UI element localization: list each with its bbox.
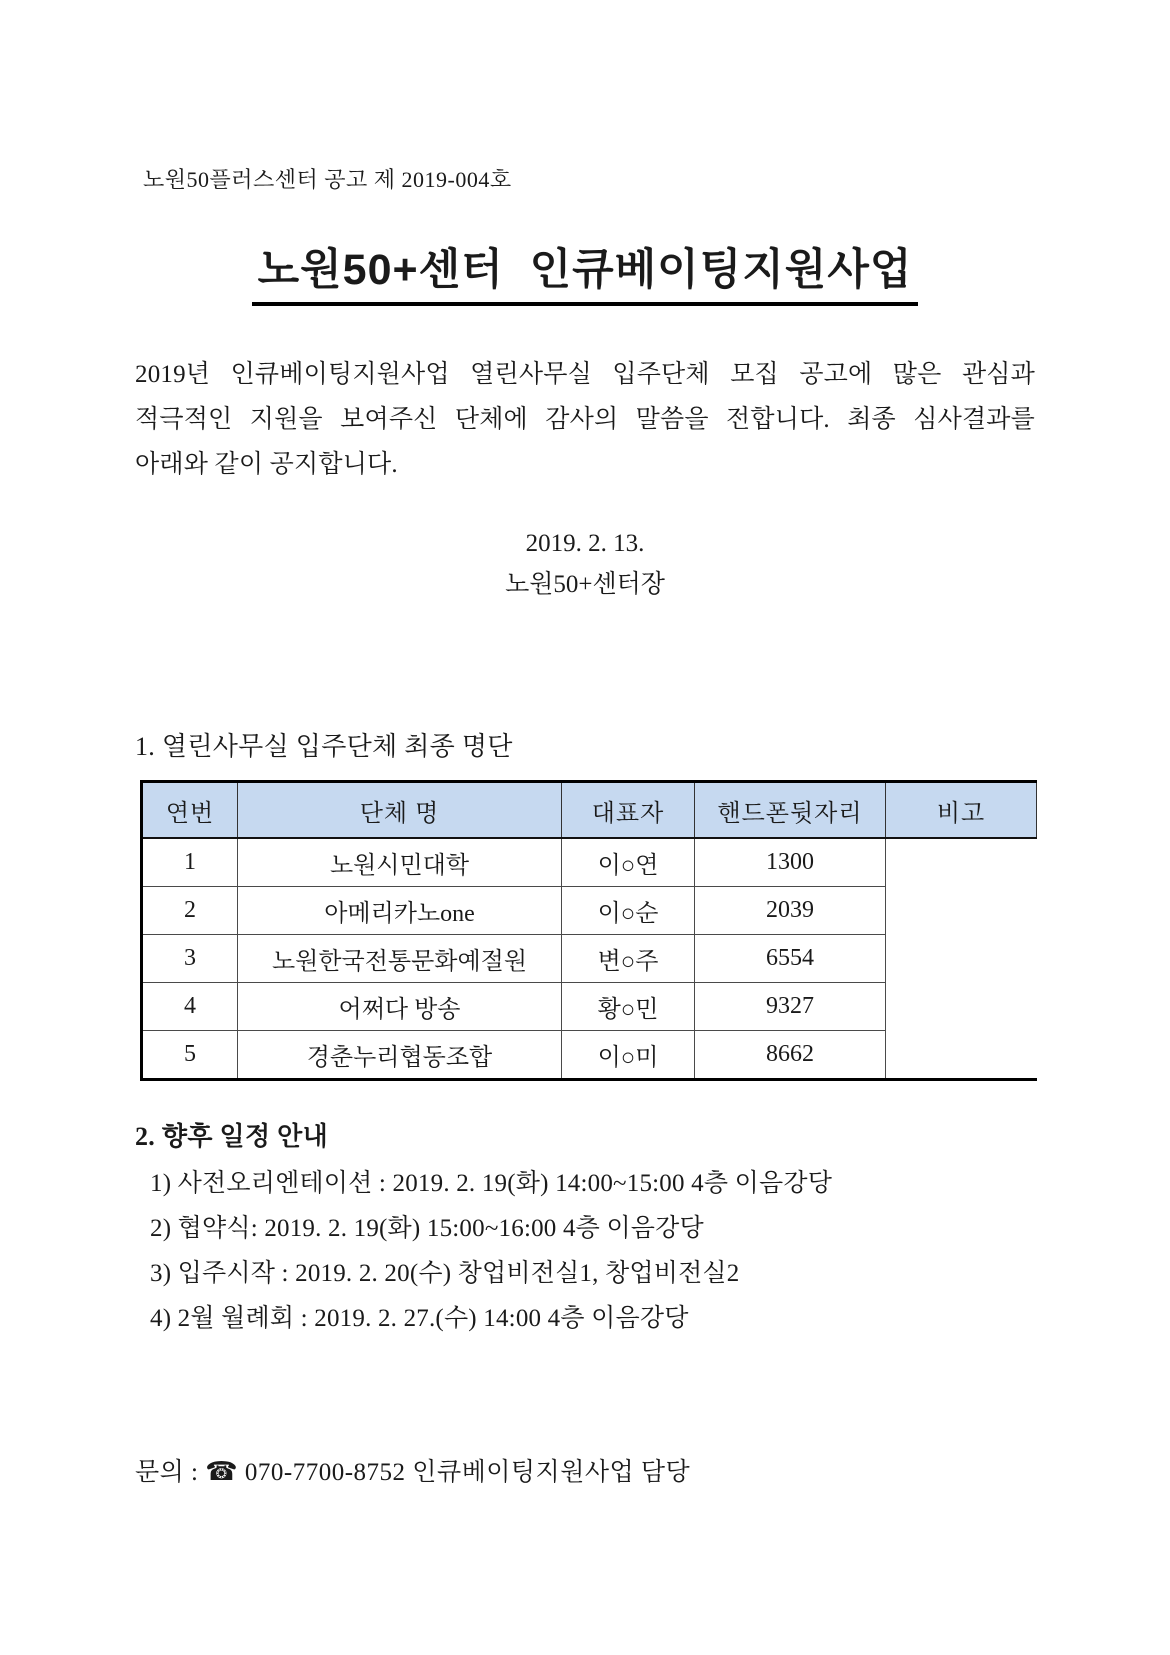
- section1-heading: 1. 열린사무실 입주단체 최종 명단: [135, 732, 513, 762]
- page-content: [135, 0, 1035, 1490]
- cell-rep: 이○순: [562, 887, 695, 935]
- schedule-list: [135, 1161, 1035, 1341]
- contact-text: 070-7700-8752 인큐베이팅지원사업 담당: [238, 1459, 691, 1487]
- cell-rep: 변○주: [562, 935, 695, 983]
- intro-paragraph: [135, 352, 1035, 487]
- announcement-date: 2019. 2. 13.: [525, 530, 645, 558]
- cell-no: 3: [142, 935, 238, 983]
- header-cell-phone: 핸드폰뒷자리: [695, 782, 886, 839]
- cell-rep: 이○연: [562, 838, 695, 887]
- telephone-icon: ☎: [205, 1457, 239, 1487]
- cell-org: 어쩌다 방송: [238, 983, 562, 1031]
- contact-line: [135, 1455, 1035, 1490]
- date-signature-block: [135, 523, 1035, 605]
- header-cell-note: 비고: [886, 782, 1037, 839]
- cell-phone: 6554: [695, 935, 886, 983]
- cell-no: 5: [142, 1031, 238, 1080]
- contact-prefix: 문의 :: [135, 1459, 206, 1487]
- cell-org: 아메리카노one: [238, 887, 562, 935]
- cell-no: 2: [142, 887, 238, 935]
- cell-org: 노원한국전통문화예절원: [238, 935, 562, 983]
- header-cell-rep: 대표자: [562, 782, 695, 839]
- cell-rep: 이○미: [562, 1031, 695, 1080]
- document-number: 노원50플러스센터 공고 제 2019-004호: [143, 167, 512, 192]
- title-wrap: [135, 246, 1035, 306]
- cell-note-merged: [886, 838, 1037, 1080]
- header-cell-org: 단체 명: [238, 782, 562, 839]
- intro-line-2: 적극적인 지원을 보여주신 단체에 감사의 말씀을 전합니다. 최종 심사결과를: [135, 406, 1035, 434]
- section2-heading: 2. 향후 일정 안내: [135, 1122, 328, 1152]
- page-title: 노원50+센터 인큐베이팅지원사업: [252, 246, 919, 306]
- schedule-item-4: 4) 2월 월례회 : 2019. 2. 27.(수) 14:00 4층 이음강당: [150, 1305, 689, 1333]
- schedule-item-3: 3) 입주시작 : 2019. 2. 20(수) 창업비전실1, 창업비전실2: [150, 1260, 740, 1288]
- intro-line-3: 아래와 같이 공지합니다.: [135, 451, 398, 479]
- cell-rep: 황○민: [562, 983, 695, 1031]
- cell-no: 1: [142, 838, 238, 887]
- signer-title: 노원50+센터장: [505, 571, 665, 599]
- table-header-row: [142, 782, 1037, 839]
- schedule-item-1: 1) 사전오리엔테이션 : 2019. 2. 19(화) 14:00~15:00 4층 이음강당: [150, 1170, 833, 1198]
- header-cell-no: 연번: [142, 782, 238, 839]
- schedule-item-2: 2) 협약식: 2019. 2. 19(화) 15:00~16:00 4층 이음강당: [150, 1215, 704, 1243]
- cell-phone: 8662: [695, 1031, 886, 1080]
- table-row: [142, 838, 1037, 887]
- cell-org: 노원시민대학: [238, 838, 562, 887]
- cell-org: 경춘누리협동조합: [238, 1031, 562, 1080]
- cell-phone: 2039: [695, 887, 886, 935]
- intro-line-1: 2019년 인큐베이팅지원사업 열린사무실 입주단체 모집 공고에 많은 관심과: [135, 361, 1035, 389]
- tenant-roster-table: [140, 780, 1037, 1081]
- cell-no: 4: [142, 983, 238, 1031]
- cell-phone: 1300: [695, 838, 886, 887]
- cell-phone: 9327: [695, 983, 886, 1031]
